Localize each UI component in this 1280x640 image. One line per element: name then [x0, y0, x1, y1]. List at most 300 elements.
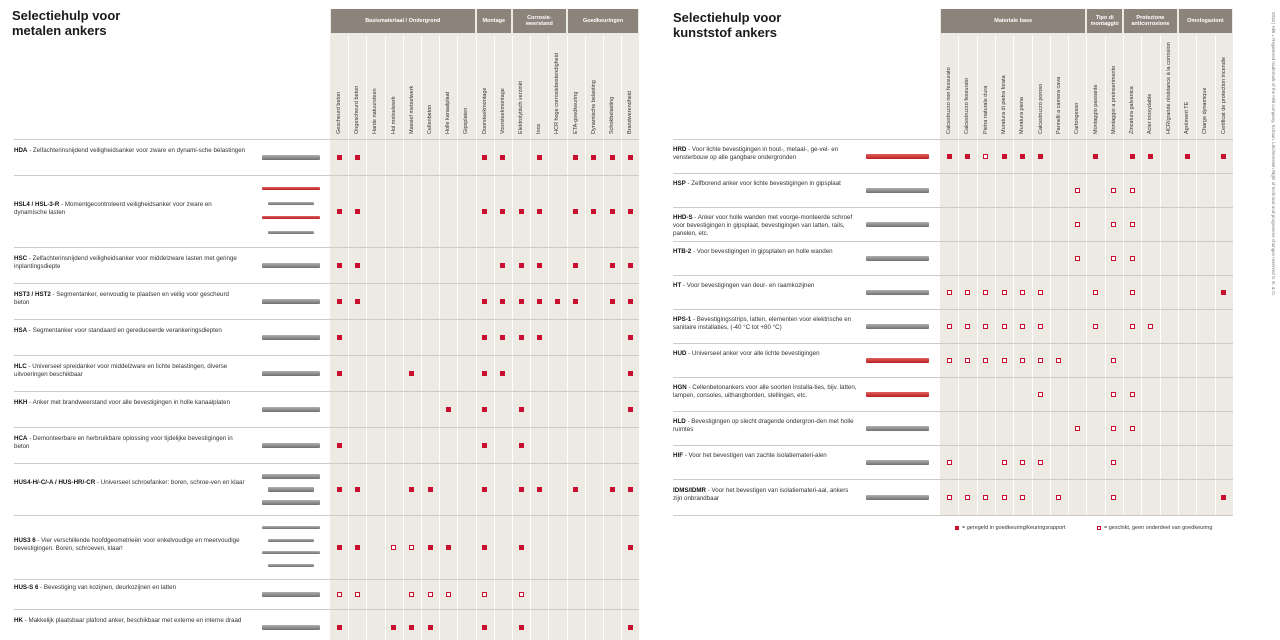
- product-description: Anker voor holle wanden met voorge-monteerde schroef voor bevestigingen in gipsplaat, bevestigingen van latten, rails, panelen, etc.: [673, 214, 853, 237]
- approved-mark: [428, 545, 433, 550]
- suitable-mark: [1130, 426, 1135, 431]
- approved-mark: [1185, 154, 1190, 159]
- approved-mark: [1221, 495, 1226, 500]
- legend-label: = geregeld in goedkeuring/keuringsrapport: [962, 525, 1066, 531]
- separator: -: [26, 363, 33, 370]
- approved-mark: [628, 155, 633, 160]
- separator: -: [27, 435, 33, 442]
- anchor-product-image: [860, 275, 935, 309]
- plastic-column-header: [1215, 36, 1233, 136]
- approved-mark: [355, 263, 360, 268]
- anchor-product-image: [256, 515, 326, 579]
- anchor-bolt-shape: [262, 371, 320, 376]
- approved-mark: [1148, 154, 1153, 159]
- metal-column-header: [421, 36, 439, 136]
- approved-mark: [482, 545, 487, 550]
- metal-row-description: [14, 435, 246, 451]
- product-name: HLC: [14, 363, 27, 370]
- anchor-bolt-shape: [866, 460, 929, 465]
- suitable-mark: [1111, 392, 1116, 397]
- anchor-product-image: [256, 283, 326, 319]
- approved-mark: [482, 209, 487, 214]
- product-description: Bevestiging van kozijnen, deurkozijnen en latten: [43, 584, 177, 591]
- suitable-mark: [1111, 188, 1116, 193]
- metal-column-divider: [621, 36, 622, 640]
- approved-mark: [482, 155, 487, 160]
- plastic-column-label: Montaggio passante: [1092, 84, 1099, 134]
- anchor-bolt-shape: [262, 155, 320, 160]
- metal-column-label: Schokbelasting: [609, 96, 616, 134]
- metal-column-divider: [366, 36, 367, 640]
- anchor-product-image: [256, 427, 326, 463]
- metal-column-header: [548, 36, 566, 136]
- approved-mark: [628, 545, 633, 550]
- metal-column-label: Doorsteekmontage: [481, 87, 488, 134]
- metal-column-label: Elektrolytisch verzinkt: [518, 81, 525, 134]
- product-name: HDA: [14, 147, 28, 154]
- approved-mark: [519, 209, 524, 214]
- suitable-mark: [1075, 426, 1080, 431]
- approved-mark: [519, 625, 524, 630]
- metal-column-header: [603, 36, 621, 136]
- approved-mark: [337, 487, 342, 492]
- suitable-mark: [1020, 495, 1025, 500]
- metal-row-divider: [14, 463, 639, 464]
- approved-mark: [1093, 154, 1098, 159]
- separator: -: [59, 201, 65, 208]
- plastic-column-label: Acier inoxydable: [1147, 93, 1154, 134]
- suitable-mark: [1056, 495, 1061, 500]
- metal-column-header: [621, 36, 639, 136]
- separator: -: [686, 350, 692, 357]
- anchor-bolt-shape: [866, 324, 929, 329]
- approved-mark: [519, 443, 524, 448]
- plastic-column-label: Charge dynamique: [1202, 87, 1209, 134]
- suitable-mark: [1111, 256, 1116, 261]
- approved-mark: [355, 299, 360, 304]
- anchor-bolt-shape: [866, 154, 929, 159]
- approved-mark: [628, 487, 633, 492]
- approved-mark: [500, 263, 505, 268]
- plastic-column-label: Cartongesso: [1074, 102, 1081, 134]
- metal-column-label: Dynamische belasting: [590, 80, 597, 134]
- anchor-product-image: [256, 319, 326, 355]
- approved-mark: [628, 407, 633, 412]
- metal-column-divider: [512, 36, 513, 640]
- product-name: HSP: [673, 180, 686, 187]
- approved-mark: [500, 299, 505, 304]
- legend-label: = geschikt, geen onderdeel van goedkeuring: [1104, 525, 1213, 531]
- suitable-mark: [1038, 290, 1043, 295]
- suitable-mark: [1075, 188, 1080, 193]
- approved-mark: [519, 487, 524, 492]
- separator: -: [685, 180, 692, 187]
- metal-column-header: [494, 36, 512, 136]
- metal-row-divider: [14, 139, 639, 140]
- approved-mark: [391, 625, 396, 630]
- plastic-row-divider: [673, 207, 1233, 208]
- metal-column-header: [403, 36, 421, 136]
- approved-mark: [482, 407, 487, 412]
- metal-column-header: [585, 36, 603, 136]
- suitable-mark: [1038, 392, 1043, 397]
- suitable-mark: [983, 324, 988, 329]
- product-name: HGN: [673, 384, 687, 391]
- product-name: HSA: [14, 327, 28, 334]
- anchor-bolt-shape: [262, 407, 320, 412]
- approved-mark: [1130, 154, 1135, 159]
- plastic-column-header: [1141, 36, 1159, 136]
- metal-column-header: [348, 36, 366, 136]
- product-name: HSC: [14, 255, 28, 262]
- metal-column-divider: [494, 36, 495, 640]
- separator: -: [22, 617, 29, 624]
- plastic-group-header: Materiale base: [941, 9, 1085, 33]
- plastic-column-header: [1123, 36, 1141, 136]
- anchor-product-image: [860, 139, 935, 173]
- anchor-product-image: [256, 139, 326, 175]
- approved-mark: [573, 263, 578, 268]
- suitable-mark: [947, 460, 952, 465]
- metal-row-description: [14, 537, 246, 553]
- plastic-row-divider: [673, 515, 1233, 516]
- approved-mark: [500, 209, 505, 214]
- anchor-bolt-shape: [866, 256, 929, 261]
- product-name: HUS-S 6: [14, 584, 39, 591]
- anchor-bolt-shape: [262, 187, 320, 190]
- product-name: IDMS/IDMR: [673, 487, 706, 494]
- metal-row-description: [14, 201, 246, 217]
- approved-mark: [610, 263, 615, 268]
- approved-mark: [428, 487, 433, 492]
- approved-mark: [537, 299, 542, 304]
- separator: -: [686, 384, 693, 391]
- anchor-product-image: [860, 411, 935, 445]
- plastic-column-header: [1032, 36, 1050, 136]
- metal-row-divider: [14, 427, 639, 428]
- suitable-mark: [1038, 324, 1043, 329]
- metal-row-description: [14, 584, 246, 592]
- suitable-mark: [1130, 256, 1135, 261]
- product-name: HTB-2: [673, 248, 692, 255]
- metal-column-label: Brandwerendheid: [627, 90, 634, 134]
- plastic-column-header: [1086, 36, 1104, 136]
- plastic-column-label: Pietra naturale dura: [982, 85, 989, 134]
- approved-mark: [409, 487, 414, 492]
- plastic-column-label: Calcestruzzo poroso: [1037, 83, 1044, 134]
- plastic-row-description: [673, 350, 858, 358]
- approved-mark: [610, 209, 615, 214]
- separator: -: [50, 291, 57, 298]
- approved-mark: [1020, 154, 1025, 159]
- plastic-row-divider: [673, 309, 1233, 310]
- metal-row-description: [14, 479, 246, 487]
- approved-mark: [628, 299, 633, 304]
- suitable-mark: [983, 358, 988, 363]
- product-description: Cellenbetonankers voor alle soorten installa-ties, bijv. latten, lampen, consoles, uithangborden, stellingen, etc.: [673, 384, 857, 399]
- plastic-row-divider: [673, 479, 1233, 480]
- suitable-mark: [1130, 222, 1135, 227]
- anchor-bolt-shape: [866, 495, 929, 500]
- approved-mark: [537, 155, 542, 160]
- product-description: Voor bevestigingen van deur- en raamkozijnen: [686, 282, 815, 289]
- metal-row-divider: [14, 175, 639, 176]
- anchor-bolt-shape: [262, 551, 320, 554]
- suitable-mark: [446, 592, 451, 597]
- anchor-product-image: [256, 247, 326, 283]
- suitable-mark: [391, 545, 396, 550]
- metal-column-label: Gipsplaten: [463, 107, 470, 134]
- suitable-mark: [1020, 324, 1025, 329]
- suitable-mark: [947, 324, 952, 329]
- approved-mark: [337, 335, 342, 340]
- suitable-mark: [1020, 358, 1025, 363]
- metal-column-label: Massief metselwerk: [408, 85, 415, 134]
- product-name: HLD: [673, 418, 686, 425]
- plastic-column-header: [940, 36, 958, 136]
- approved-mark: [628, 209, 633, 214]
- metal-title-line: Selectiehulp voor: [12, 8, 121, 23]
- separator: -: [27, 255, 33, 262]
- plastic-column-header: [1160, 36, 1178, 136]
- plastic-row-divider: [673, 173, 1233, 174]
- approved-mark: [555, 299, 560, 304]
- suitable-mark: [947, 495, 952, 500]
- metal-column-header: [476, 36, 494, 136]
- suitable-mark: [1002, 460, 1007, 465]
- approved-mark: [482, 625, 487, 630]
- metal-column-divider: [567, 36, 568, 640]
- approved-mark: [591, 209, 596, 214]
- suitable-mark: [1130, 324, 1135, 329]
- anchor-bolt-shape: [866, 222, 929, 227]
- anchor-bolt-shape: [262, 625, 320, 630]
- metal-column-label: Cellenbeton: [427, 104, 434, 134]
- plastic-column-header: [1013, 36, 1031, 136]
- product-name: HUS3 6: [14, 537, 36, 544]
- anchor-product-image: [860, 207, 935, 241]
- approved-mark: [482, 487, 487, 492]
- suitable-mark: [519, 592, 524, 597]
- plastic-row-description: [673, 146, 858, 162]
- suitable-mark: [983, 290, 988, 295]
- suitable-mark: [947, 358, 952, 363]
- plastic-row-description: [673, 316, 858, 332]
- plastic-column-label: Montaggio a preinserimento: [1110, 65, 1117, 134]
- approved-mark: [628, 371, 633, 376]
- metal-row-divider: [14, 515, 639, 516]
- metal-column-divider: [348, 36, 349, 640]
- approved-mark: [337, 263, 342, 268]
- metal-column-divider: [421, 36, 422, 640]
- metal-column-divider: [439, 36, 440, 640]
- plastic-title: [673, 10, 781, 40]
- product-name: HRD: [673, 146, 687, 153]
- metal-row-divider: [14, 579, 639, 580]
- anchor-bolt-shape: [866, 392, 929, 397]
- metal-row-divider: [14, 355, 639, 356]
- approved-mark: [355, 155, 360, 160]
- approved-mark: [337, 443, 342, 448]
- anchor-bolt-shape: [262, 443, 320, 448]
- suitable-mark: [1038, 460, 1043, 465]
- approved-mark: [355, 487, 360, 492]
- product-name: HKH: [14, 399, 28, 406]
- plastic-row-description: [673, 248, 858, 256]
- metal-column-label: Hol metselwerk: [390, 96, 397, 134]
- anchor-product-image: [256, 579, 326, 609]
- plastic-column-header: [1068, 36, 1086, 136]
- approved-mark: [519, 335, 524, 340]
- anchor-bolt-shape: [866, 188, 929, 193]
- plastic-column-label: Muratura piena: [1019, 97, 1026, 134]
- suitable-mark: [428, 592, 433, 597]
- anchor-product-image: [256, 391, 326, 427]
- approved-mark: [537, 487, 542, 492]
- anchor-product-image: [256, 355, 326, 391]
- approved-mark: [1002, 154, 1007, 159]
- separator: -: [38, 584, 44, 591]
- separator: -: [35, 537, 42, 544]
- suitable-mark: [1111, 358, 1116, 363]
- plastic-group-header: Tipo di montaggio: [1087, 9, 1122, 33]
- suitable-mark: [1111, 426, 1116, 431]
- product-name: HHD-S: [673, 214, 693, 221]
- suitable-mark: [983, 154, 988, 159]
- metal-column-divider: [476, 36, 477, 640]
- anchor-product-image: [860, 173, 935, 207]
- suitable-mark: [1130, 188, 1135, 193]
- approved-mark: [610, 487, 615, 492]
- plastic-row-divider: [673, 139, 1233, 140]
- product-description: Zelfborend anker voor lichte bevestigingen in gipsplaat: [691, 180, 841, 187]
- plastic-row-description: [673, 214, 858, 238]
- metal-row-divider: [14, 609, 639, 610]
- anchor-bolt-shape: [262, 216, 320, 219]
- suitable-mark: [482, 592, 487, 597]
- metal-row-description: [14, 399, 246, 407]
- legend-item: [1097, 525, 1212, 531]
- plastic-column-header: [1105, 36, 1123, 136]
- separator: -: [27, 147, 33, 154]
- approved-mark: [482, 335, 487, 340]
- suitable-mark: [965, 495, 970, 500]
- copyright-note: 2015 | Hilti = Registered trademark of the Hilti company, Schaan, Liechtenstein Right of technical and programme changes reserved S. E. & O.: [1271, 12, 1276, 296]
- separator: -: [685, 418, 692, 425]
- suitable-mark: [409, 592, 414, 597]
- product-name: HT: [673, 282, 682, 289]
- approved-mark: [355, 209, 360, 214]
- approved-mark: [500, 335, 505, 340]
- metal-row-description: [14, 255, 246, 271]
- plastic-title-line: kunststof ankers: [673, 25, 778, 40]
- metal-row-description: [14, 617, 246, 625]
- approved-mark: [537, 209, 542, 214]
- plastic-column-label: Certificat de protection incendie: [1220, 56, 1227, 134]
- plastic-column-label: Calcestruzzo fessurato: [964, 78, 971, 134]
- metal-column-header: [567, 36, 585, 136]
- metal-group-header: Montage: [477, 9, 511, 33]
- plastic-row-description: [673, 452, 858, 460]
- approved-mark: [500, 155, 505, 160]
- metal-row-description: [14, 327, 246, 335]
- anchor-bolt-shape: [262, 263, 320, 268]
- separator: -: [681, 282, 687, 289]
- product-name: HUD: [673, 350, 687, 357]
- approved-mark: [628, 335, 633, 340]
- anchor-bolt-shape: [262, 299, 320, 304]
- separator: -: [692, 214, 698, 221]
- anchor-product-image: [860, 479, 935, 515]
- metal-row-divider: [14, 319, 639, 320]
- product-description: Segmentanker, eenvoudig te plaatsen en veilig voor gescheurd beton: [14, 291, 229, 306]
- plastic-group-header: Omologazioni: [1179, 9, 1232, 33]
- approved-mark: [573, 487, 578, 492]
- plastic-row-description: [673, 180, 858, 188]
- approved-mark: [610, 299, 615, 304]
- metal-column-divider: [585, 36, 586, 640]
- metal-column-label: Gescheurd beton: [336, 91, 343, 134]
- plastic-column-header: [995, 36, 1013, 136]
- product-description: Demonteerbare en herbruikbare oplossing voor tijdelijke bevestigingen in beton: [14, 435, 233, 450]
- suitable-mark: [1038, 358, 1043, 363]
- metal-title: [12, 8, 120, 38]
- anchor-product-image: [860, 445, 935, 479]
- approved-mark: [947, 154, 952, 159]
- separator: -: [27, 399, 33, 406]
- metal-row-description: [14, 147, 246, 155]
- suitable-mark: [1002, 290, 1007, 295]
- anchor-bolt-shape: [262, 335, 320, 340]
- metal-row-divider: [14, 283, 639, 284]
- suitable-mark: [965, 290, 970, 295]
- plastic-row-description: [673, 282, 858, 290]
- suitable-mark: [1097, 526, 1101, 530]
- anchor-product-image: [860, 241, 935, 275]
- approved-mark: [482, 443, 487, 448]
- separator: -: [27, 327, 33, 334]
- anchor-bolt-shape: [866, 358, 929, 363]
- approved-mark: [591, 155, 596, 160]
- separator: -: [691, 316, 697, 323]
- approved-mark: [573, 155, 578, 160]
- plastic-row-divider: [673, 411, 1233, 412]
- approved-mark: [428, 625, 433, 630]
- suitable-mark: [1020, 290, 1025, 295]
- plastic-row-divider: [673, 377, 1233, 378]
- product-description: Segmentanker voor standaard en gereduceerde verankeringsdiepten: [32, 327, 222, 334]
- anchor-product-image: [256, 463, 326, 515]
- product-name: HCA: [14, 435, 28, 442]
- metal-column-header: [457, 36, 475, 136]
- suitable-mark: [1148, 324, 1153, 329]
- metal-group-header: Goedkeuringen: [568, 9, 639, 33]
- separator: -: [691, 248, 697, 255]
- approved-mark: [337, 299, 342, 304]
- product-description: Voor het bevestigen van isolatiemateri-aal, ankers zijn onbrandbaar: [673, 487, 849, 502]
- plastic-column-header: [1178, 36, 1196, 136]
- approved-mark: [573, 299, 578, 304]
- suitable-mark: [1002, 495, 1007, 500]
- metal-column-label: HCR hoge corrosiebestendigheid: [554, 52, 561, 134]
- approved-mark: [1221, 154, 1226, 159]
- approved-mark: [519, 407, 524, 412]
- approved-mark: [337, 371, 342, 376]
- plastic-row-description: [673, 418, 858, 434]
- approved-mark: [519, 545, 524, 550]
- product-description: Zelfachterinsnijdend veiligheidsanker voor middelzware lasten met geringe inplantingsdiepte: [14, 255, 237, 270]
- product-description: Makkelijk plaatsbaar plafond anker, beschikbaar met externe en interne draad: [28, 617, 242, 624]
